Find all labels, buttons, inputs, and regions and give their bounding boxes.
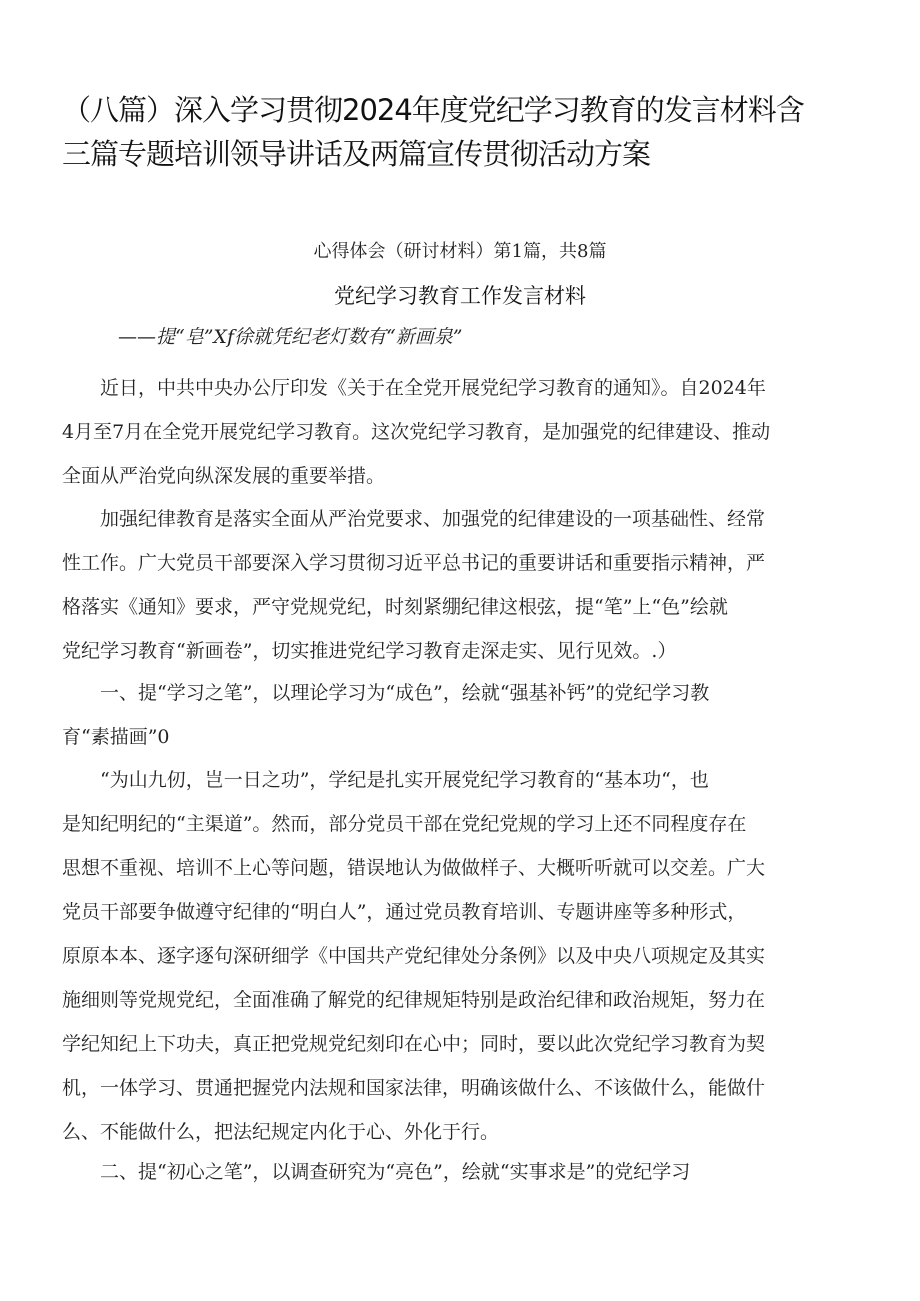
paragraph-line: 么、不能做什么，把法纪规定内化于心、外化于行。: [62, 1121, 500, 1143]
paragraph-line: “为山九仞，岂一日之功”，学纪是扎实开展党纪学习教育的“基本功“，也: [62, 769, 709, 791]
paragraph-line: 原原本本、逐字逐句深研细学《中国共产党纪律处分条例》以及中央八项规定及其实: [62, 945, 766, 967]
document-title: [62, 88, 872, 176]
paragraph: [62, 366, 862, 498]
paragraph: [62, 497, 862, 673]
section-meta: 心得体会（研讨材料）第1篇，共8篇: [313, 241, 607, 262]
paragraph-line: 二、提“初心之笔”，以调查研究为“亮色”，绘就“实事求是”的党纪学习: [62, 1161, 691, 1183]
paragraph-line: 一、提“学习之笔”，以理论学习为“成色”，绘就“强基补钙”的党纪学习教: [62, 682, 710, 704]
paragraph-line: 性工作。广大党员干部要深入学习贯彻习近平总书记的重要讲话和重要指示精神，严: [62, 552, 766, 574]
paragraph: [62, 671, 862, 759]
title-line: 三篇专题培训领导讲话及两篇宣传贯彻活动方案: [62, 137, 651, 171]
paragraph-line: 近日，中共中央办公厅印发《关于在全党开展党纪学习教育的通知》。自2024年: [62, 377, 766, 399]
paragraph-line: 机，一体学习、贯通把握党内法规和国家法律，明确该做什么、不该做什么，能做什: [62, 1077, 766, 1099]
paragraph-line: 学纪知纪上下功夫，真正把党规党纪刻印在心中；同时，要以此次党纪学习教育为契: [62, 1033, 766, 1055]
paragraph-line: 施细则等党规党纪，全面准确了解党的纪律规矩特别是政治纪律和政治规矩，努力在: [62, 989, 766, 1011]
paragraph-line: 4月至7月在全党开展党纪学习教育。这次党纪学习教育，是加强党的纪律建设、推动: [62, 421, 771, 443]
paragraph-line: 育“素描画”0: [62, 726, 170, 748]
title-line: （八篇）深入学习贯彻2024年度党纪学习教育的发言材料含: [62, 93, 804, 127]
section-subtitle: ——提“皂”Xf徐就凭纪老灯数有“新画泉”: [118, 326, 463, 348]
section-heading: 党纪学习教育工作发言材料: [334, 284, 586, 308]
paragraph-line: 党员干部要争做遵守纪律的“明白人”，通过党员教育培训、专题讲座等多种形式，: [62, 901, 747, 923]
paragraph-line: 是知纪明纪的“主渠道”。然而，部分党员干部在党纪党规的学习上还不同程度存在: [62, 813, 747, 835]
paragraph-line: 党纪学习教育“新画卷”，切实推进党纪学习教育走深走实、见行见效。.）: [62, 640, 677, 662]
paragraph: [62, 1150, 862, 1194]
paragraph-line: 思想不重视、培训不上心等问题，错误地认为做做样子、大概听听就可以交差。广大: [62, 857, 766, 879]
paragraph: [62, 758, 862, 1154]
paragraph-line: 全面从严治党向纵深发展的重要举措。: [62, 465, 386, 487]
paragraph-line: 加强纪律教育是落实全面从严治党要求、加强党的纪律建设的一项基础性、经常: [62, 508, 766, 530]
paragraph-line: 格落实《通知》要求，严守党规党纪，时刻紧绷纪律这根弦，提“笔”上“色”绘就: [62, 596, 728, 618]
